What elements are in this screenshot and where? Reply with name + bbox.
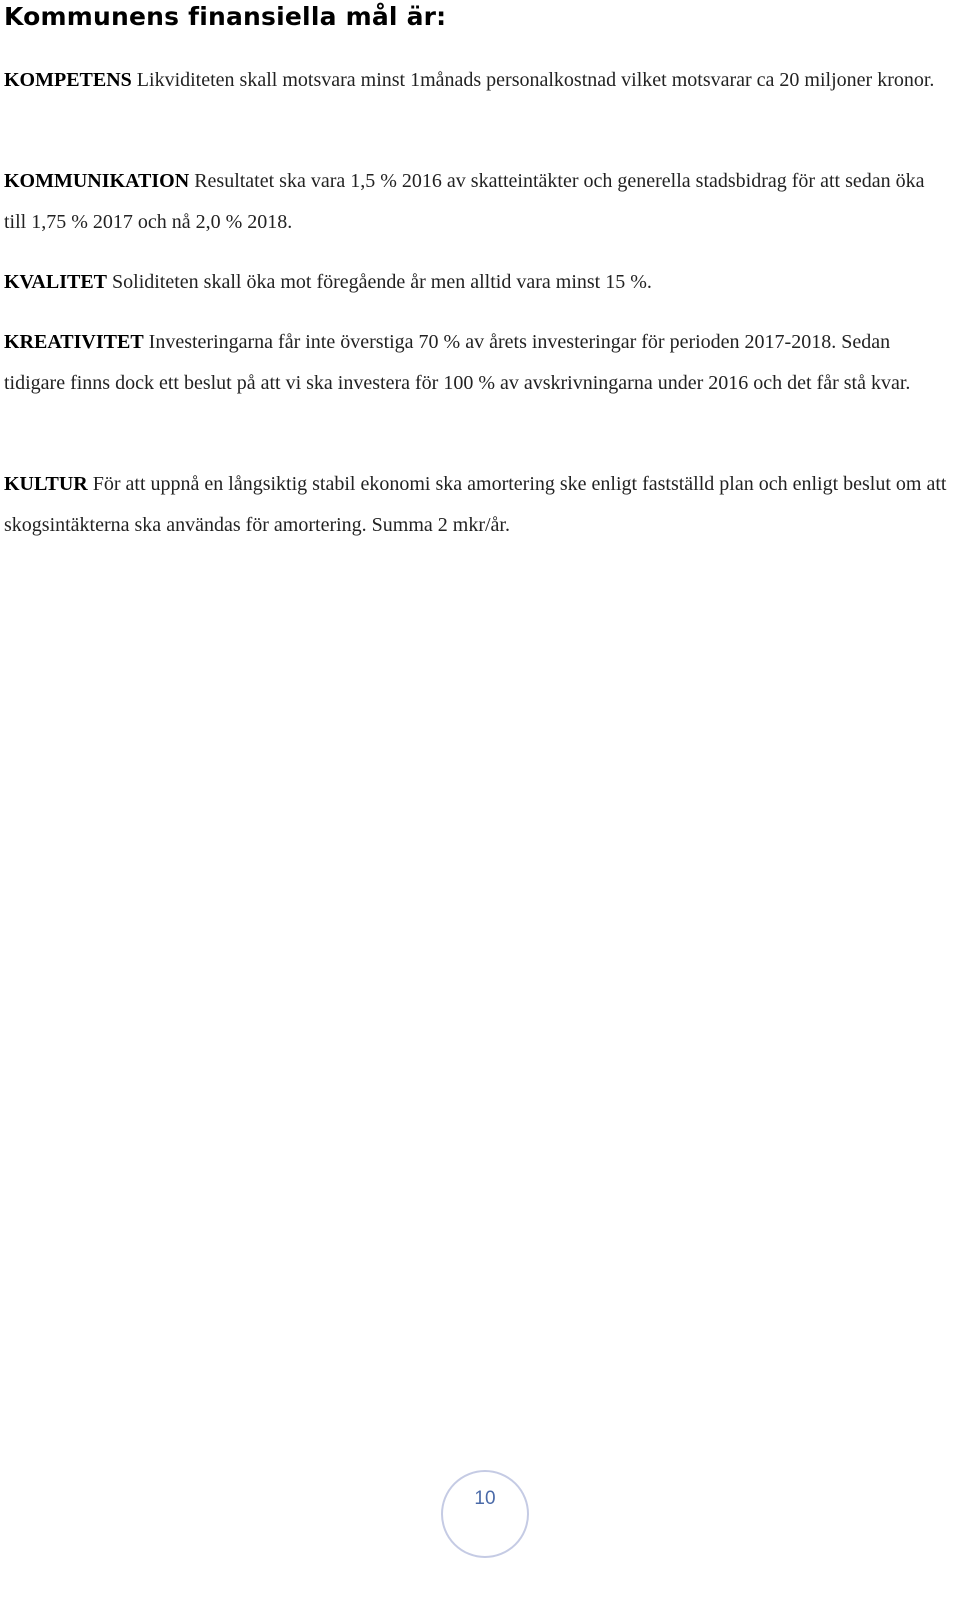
goal-paragraph-kvalitet	[4, 262, 949, 303]
goal-keyword: KVALITET	[4, 271, 108, 293]
goal-keyword: KOMMUNIKATION	[4, 170, 190, 192]
goal-keyword: KREATIVITET	[4, 331, 144, 353]
page-number: 10	[474, 1488, 496, 1509]
goal-text: För att uppnå en långsiktig stabil ekonomi ska amortering ske enligt fastställd plan och enligt beslut om att skogsintäkterna ska användas för amortering. Summa 2 mkr/år.	[4, 473, 947, 536]
goal-keyword: KULTUR	[4, 473, 88, 495]
goal-text: Soliditeten skall öka mot föregående år men alltid vara minst 15 %.	[107, 271, 652, 293]
goal-keyword: KOMPETENS	[4, 69, 132, 91]
goal-text: Likviditeten skall motsvara minst 1månads personalkostnad vilket motsvarar ca 20 miljoner kronor.	[131, 69, 935, 91]
goal-paragraph-kommunikation	[4, 161, 949, 243]
page-number-badge	[441, 1470, 529, 1558]
page-title: Kommunens finansiella mål är:	[4, 2, 447, 31]
goal-paragraph-kompetens	[4, 60, 949, 101]
goal-text: Resultatet ska vara 1,5 % 2016 av skatteintäkter och generella stadsbidrag för att sedan öka till 1,75 % 2017 och nå 2,0 % 2018.	[4, 170, 925, 233]
goal-paragraph-kultur	[4, 464, 949, 546]
goal-paragraph-kreativitet	[4, 322, 949, 404]
goal-text: Investeringarna får inte överstiga 70 % av årets investeringar för perioden 2017-2018. Sedan tidigare finns dock ett beslut på att vi ska investera för 100 % av avskrivningarna under 2016 och det får stå kvar.	[4, 331, 911, 394]
